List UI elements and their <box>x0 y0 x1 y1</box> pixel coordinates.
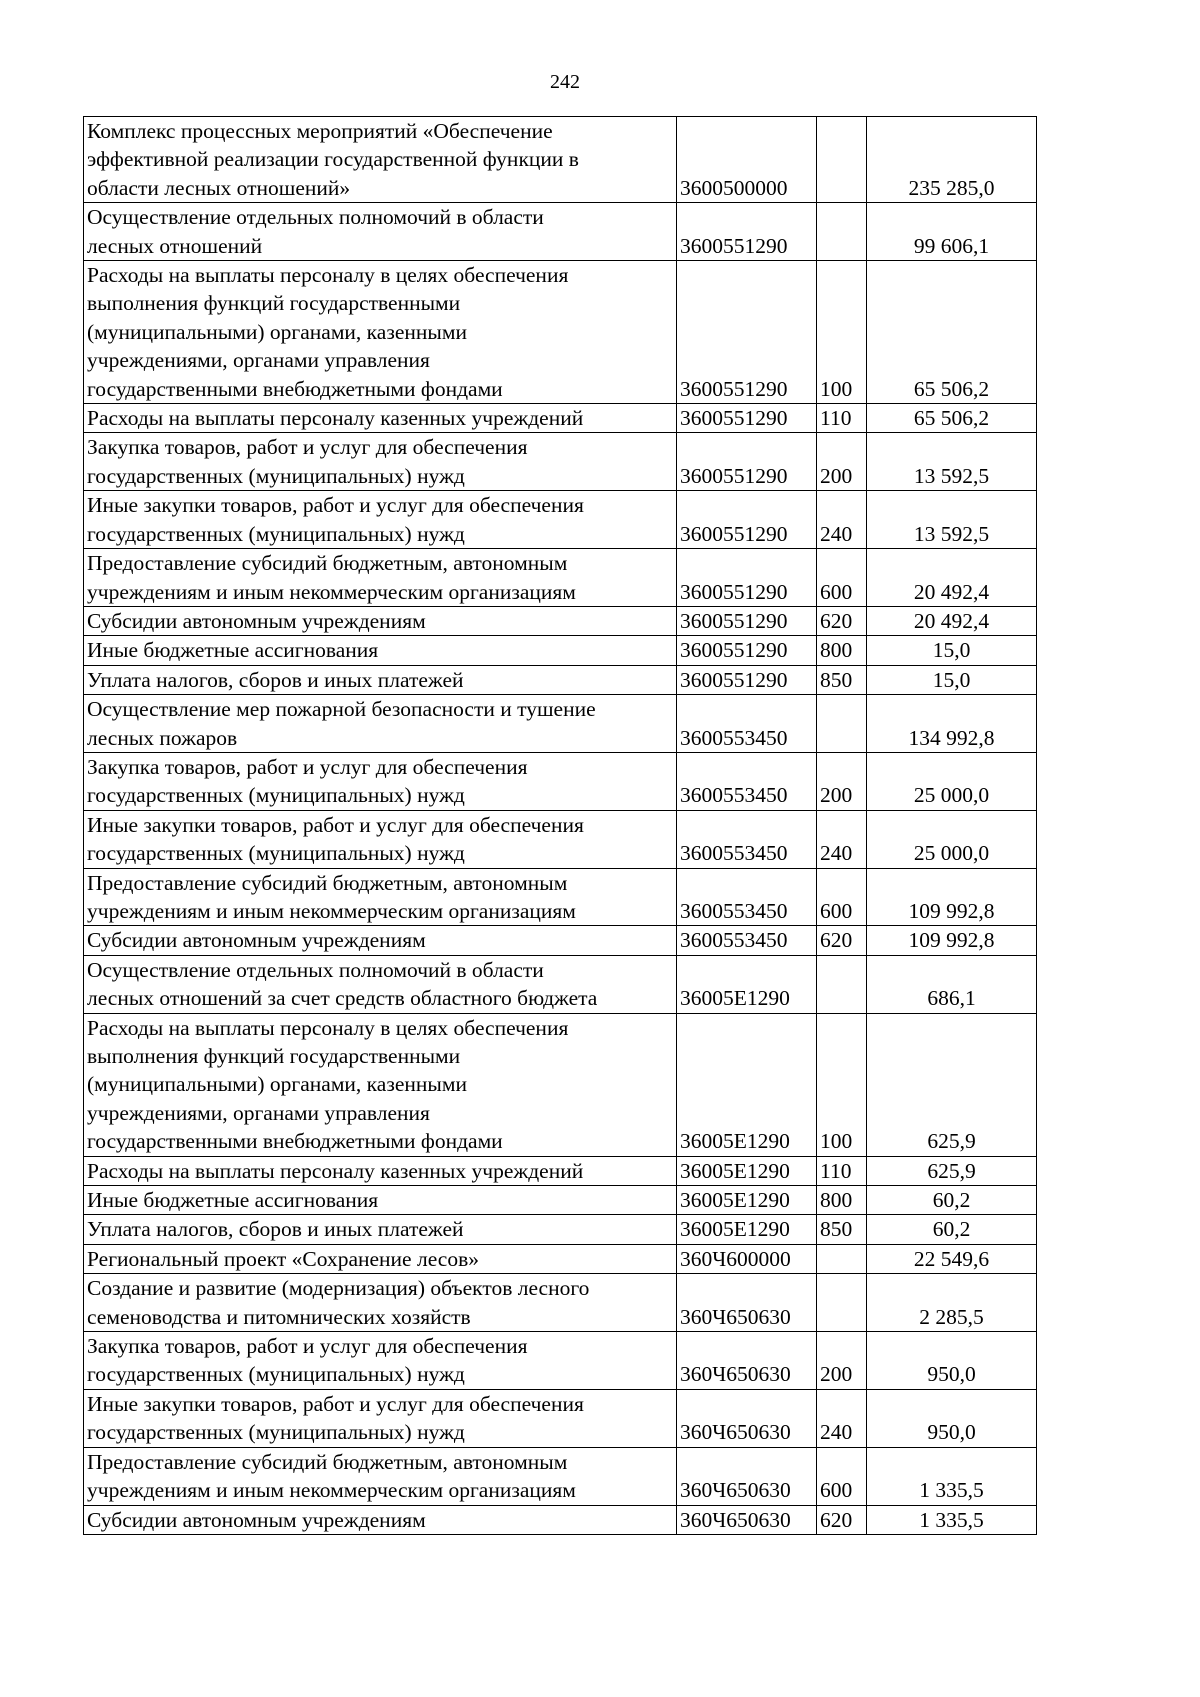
target-article-code-cell: 3600500000 <box>677 117 817 203</box>
expense-name-line: учреждениям и иным некоммерческим организациям <box>87 898 576 923</box>
expense-name-cell <box>84 1274 677 1332</box>
target-article-code-cell: 3600553450 <box>677 752 817 810</box>
expense-name-line: Предоставление субсидий бюджетным, автономным <box>87 1449 568 1474</box>
amount-cell: 13 592,5 <box>867 433 1037 491</box>
target-article-code-cell: 3600551290 <box>677 433 817 491</box>
amount-cell: 65 506,2 <box>867 261 1037 404</box>
expense-name-line: учреждениям и иным некоммерческим организациям <box>87 1478 576 1503</box>
amount-cell: 15,0 <box>867 636 1037 665</box>
table-row <box>84 1156 1037 1185</box>
table-row <box>84 433 1037 491</box>
amount-cell: 625,9 <box>867 1156 1037 1185</box>
budget-table <box>83 116 1037 1535</box>
expense-name-line: области лесных отношений» <box>87 175 351 200</box>
expense-name-cell <box>84 491 677 549</box>
expense-type-code-cell: 200 <box>817 752 867 810</box>
table-row <box>84 203 1037 261</box>
amount-cell: 20 492,4 <box>867 606 1037 635</box>
expense-name-line: Иные бюджетные ассигнования <box>87 638 379 663</box>
expense-type-code-cell: 850 <box>817 665 867 694</box>
amount-cell: 20 492,4 <box>867 549 1037 607</box>
expense-name-line: Предоставление субсидий бюджетным, автономным <box>87 551 568 576</box>
page-number: 242 <box>550 71 580 93</box>
target-article-code-cell: 360Ч600000 <box>677 1244 817 1273</box>
expense-name-line: Закупка товаров, работ и услуг для обеспечения <box>87 1334 528 1359</box>
expense-type-code-cell <box>817 203 867 261</box>
amount-cell: 109 992,8 <box>867 926 1037 955</box>
expense-name-line: лесных отношений за счет средств областного бюджета <box>87 986 598 1011</box>
expense-name-line: Региональный проект «Сохранение лесов» <box>87 1246 479 1271</box>
expense-type-code-cell: 850 <box>817 1215 867 1244</box>
expense-name-line: государственными внебюджетными фондами <box>87 1129 503 1154</box>
expense-name-line: Расходы на выплаты персоналу казенных учреждений <box>87 406 584 431</box>
target-article-code-cell: 3600553450 <box>677 868 817 926</box>
expense-name-line: эффективной реализации государственной функции в <box>87 147 579 172</box>
expense-type-code-cell: 110 <box>817 404 867 433</box>
expense-name-line: Комплекс процессных мероприятий «Обеспечение <box>87 119 553 143</box>
expense-name-cell <box>84 117 677 203</box>
expense-name-cell <box>84 810 677 868</box>
table-row <box>84 1505 1037 1534</box>
target-article-code-cell: 3600551290 <box>677 606 817 635</box>
expense-name-cell <box>84 606 677 635</box>
expense-name-line: Осуществление отдельных полномочий в области <box>87 205 544 230</box>
expense-name-line: Осуществление мер пожарной безопасности и тушение <box>87 697 596 722</box>
target-article-code-cell: 360Ч650630 <box>677 1274 817 1332</box>
amount-cell: 134 992,8 <box>867 695 1037 753</box>
expense-name-line: лесных пожаров <box>87 725 238 750</box>
table-row <box>84 955 1037 1013</box>
expense-name-line: Расходы на выплаты персоналу в целях обеспечения <box>87 263 569 288</box>
expense-name-cell <box>84 404 677 433</box>
amount-cell: 22 549,6 <box>867 1244 1037 1273</box>
expense-type-code-cell: 800 <box>817 1186 867 1215</box>
amount-cell: 2 285,5 <box>867 1274 1037 1332</box>
target-article-code-cell: 3600551290 <box>677 549 817 607</box>
expense-name-line: учреждениями, органами управления <box>87 1100 430 1125</box>
expense-type-code-cell: 110 <box>817 1156 867 1185</box>
expense-name-line: Иные закупки товаров, работ и услуг для обеспечения <box>87 812 584 837</box>
expense-name-line: Иные бюджетные ассигнования <box>87 1188 379 1213</box>
target-article-code-cell: 36005Е1290 <box>677 955 817 1013</box>
table-row <box>84 695 1037 753</box>
expense-name-line: Закупка товаров, работ и услуг для обеспечения <box>87 435 528 460</box>
expense-name-cell <box>84 1244 677 1273</box>
expense-name-line: Создание и развитие (модернизация) объектов лесного <box>87 1276 590 1301</box>
target-article-code-cell: 3600551290 <box>677 665 817 694</box>
expense-name-line: Субсидии автономным учреждениям <box>87 928 426 953</box>
expense-type-code-cell: 800 <box>817 636 867 665</box>
expense-name-line: государственных (муниципальных) нужд <box>87 1420 465 1445</box>
expense-type-code-cell: 620 <box>817 1505 867 1534</box>
expense-name-line: государственных (муниципальных) нужд <box>87 1362 465 1387</box>
expense-name-cell <box>84 1505 677 1534</box>
expense-name-line: государственных (муниципальных) нужд <box>87 841 465 866</box>
table-row <box>84 117 1037 203</box>
target-article-code-cell: 3600553450 <box>677 926 817 955</box>
expense-name-cell <box>84 695 677 753</box>
expense-type-code-cell <box>817 117 867 203</box>
expense-type-code-cell: 620 <box>817 926 867 955</box>
expense-name-line: Закупка товаров, работ и услуг для обеспечения <box>87 754 528 779</box>
table-row <box>84 926 1037 955</box>
expense-name-cell <box>84 549 677 607</box>
expense-name-line: государственных (муниципальных) нужд <box>87 463 465 488</box>
amount-cell: 950,0 <box>867 1332 1037 1390</box>
amount-cell: 1 335,5 <box>867 1447 1037 1505</box>
expense-type-code-cell: 600 <box>817 868 867 926</box>
expense-name-cell <box>84 1013 677 1156</box>
expense-type-code-cell <box>817 1274 867 1332</box>
target-article-code-cell: 3600551290 <box>677 404 817 433</box>
expense-name-line: Субсидии автономным учреждениям <box>87 608 426 633</box>
expense-name-line: Осуществление отдельных полномочий в области <box>87 957 544 982</box>
expense-name-line: Расходы на выплаты персоналу казенных учреждений <box>87 1158 584 1183</box>
expense-name-line: государственными внебюджетными фондами <box>87 376 503 401</box>
expense-name-line: лесных отношений <box>87 233 263 258</box>
expense-name-cell <box>84 261 677 404</box>
amount-cell: 950,0 <box>867 1389 1037 1447</box>
expense-name-line: Предоставление субсидий бюджетным, автономным <box>87 870 568 895</box>
expense-type-code-cell: 600 <box>817 549 867 607</box>
amount-cell: 625,9 <box>867 1013 1037 1156</box>
expense-name-line: Уплата налогов, сборов и иных платежей <box>87 667 464 692</box>
amount-cell: 109 992,8 <box>867 868 1037 926</box>
expense-name-cell <box>84 636 677 665</box>
expense-name-cell <box>84 1332 677 1390</box>
table-row <box>84 1244 1037 1273</box>
expense-name-line: (муниципальными) органами, казенными <box>87 1072 467 1097</box>
table-row <box>84 1013 1037 1156</box>
amount-cell: 65 506,2 <box>867 404 1037 433</box>
target-article-code-cell: 360Ч650630 <box>677 1505 817 1534</box>
amount-cell: 60,2 <box>867 1215 1037 1244</box>
table-row <box>84 868 1037 926</box>
target-article-code-cell: 36005Е1290 <box>677 1186 817 1215</box>
expense-name-cell <box>84 752 677 810</box>
table-row <box>84 1447 1037 1505</box>
expense-type-code-cell: 200 <box>817 1332 867 1390</box>
table-row <box>84 810 1037 868</box>
target-article-code-cell: 3600551290 <box>677 491 817 549</box>
expense-type-code-cell: 240 <box>817 1389 867 1447</box>
table-row <box>84 606 1037 635</box>
amount-cell: 15,0 <box>867 665 1037 694</box>
table-row <box>84 549 1037 607</box>
expense-name-line: Иные закупки товаров, работ и услуг для обеспечения <box>87 1391 584 1416</box>
target-article-code-cell: 360Ч650630 <box>677 1447 817 1505</box>
amount-cell: 235 285,0 <box>867 117 1037 203</box>
budget-table-body <box>84 117 1037 1535</box>
table-row <box>84 491 1037 549</box>
target-article-code-cell: 3600551290 <box>677 261 817 404</box>
target-article-code-cell: 3600553450 <box>677 810 817 868</box>
expense-name-line: Расходы на выплаты персоналу в целях обеспечения <box>87 1015 569 1040</box>
target-article-code-cell: 3600551290 <box>677 636 817 665</box>
expense-name-line: выполнения функций государственными <box>87 291 461 316</box>
expense-name-line: государственных (муниципальных) нужд <box>87 521 465 546</box>
table-row <box>84 1186 1037 1215</box>
expense-name-cell <box>84 926 677 955</box>
target-article-code-cell: 36005Е1290 <box>677 1013 817 1156</box>
expense-name-cell <box>84 1186 677 1215</box>
expense-name-line: Субсидии автономным учреждениям <box>87 1507 426 1532</box>
expense-type-code-cell: 100 <box>817 261 867 404</box>
expense-type-code-cell: 200 <box>817 433 867 491</box>
table-row <box>84 261 1037 404</box>
table-row <box>84 1332 1037 1390</box>
target-article-code-cell: 36005Е1290 <box>677 1215 817 1244</box>
table-row <box>84 752 1037 810</box>
target-article-code-cell: 360Ч650630 <box>677 1332 817 1390</box>
amount-cell: 13 592,5 <box>867 491 1037 549</box>
amount-cell: 25 000,0 <box>867 752 1037 810</box>
table-row <box>84 1389 1037 1447</box>
expense-name-cell <box>84 203 677 261</box>
target-article-code-cell: 360Ч650630 <box>677 1389 817 1447</box>
expense-name-line: выполнения функций государственными <box>87 1044 461 1068</box>
target-article-code-cell: 3600553450 <box>677 695 817 753</box>
expense-name-line: государственных (муниципальных) нужд <box>87 783 465 808</box>
amount-cell: 25 000,0 <box>867 810 1037 868</box>
table-row <box>84 636 1037 665</box>
expense-name-line: Уплата налогов, сборов и иных платежей <box>87 1217 464 1242</box>
expense-name-line: Иные закупки товаров, работ и услуг для обеспечения <box>87 493 584 518</box>
expense-type-code-cell <box>817 1244 867 1273</box>
expense-name-cell <box>84 1389 677 1447</box>
expense-name-cell <box>84 868 677 926</box>
expense-name-line: учреждениям и иным некоммерческим организациям <box>87 579 576 604</box>
amount-cell: 99 606,1 <box>867 203 1037 261</box>
amount-cell: 60,2 <box>867 1186 1037 1215</box>
amount-cell: 686,1 <box>867 955 1037 1013</box>
table-row <box>84 665 1037 694</box>
expense-name-cell <box>84 1215 677 1244</box>
expense-type-code-cell: 620 <box>817 606 867 635</box>
expense-name-cell <box>84 1447 677 1505</box>
target-article-code-cell: 3600551290 <box>677 203 817 261</box>
expense-type-code-cell: 240 <box>817 810 867 868</box>
expense-name-cell <box>84 1156 677 1185</box>
expense-name-line: учреждениями, органами управления <box>87 348 430 373</box>
expense-type-code-cell: 240 <box>817 491 867 549</box>
amount-cell: 1 335,5 <box>867 1505 1037 1534</box>
expense-type-code-cell <box>817 955 867 1013</box>
expense-name-line: семеноводства и питомнических хозяйств <box>87 1304 471 1329</box>
expense-name-line: (муниципальными) органами, казенными <box>87 319 467 344</box>
table-row <box>84 404 1037 433</box>
expense-name-cell <box>84 955 677 1013</box>
expense-type-code-cell <box>817 695 867 753</box>
expense-name-cell <box>84 665 677 694</box>
table-row <box>84 1215 1037 1244</box>
target-article-code-cell: 36005Е1290 <box>677 1156 817 1185</box>
expense-name-cell <box>84 433 677 491</box>
expense-type-code-cell: 100 <box>817 1013 867 1156</box>
expense-type-code-cell: 600 <box>817 1447 867 1505</box>
table-row <box>84 1274 1037 1332</box>
